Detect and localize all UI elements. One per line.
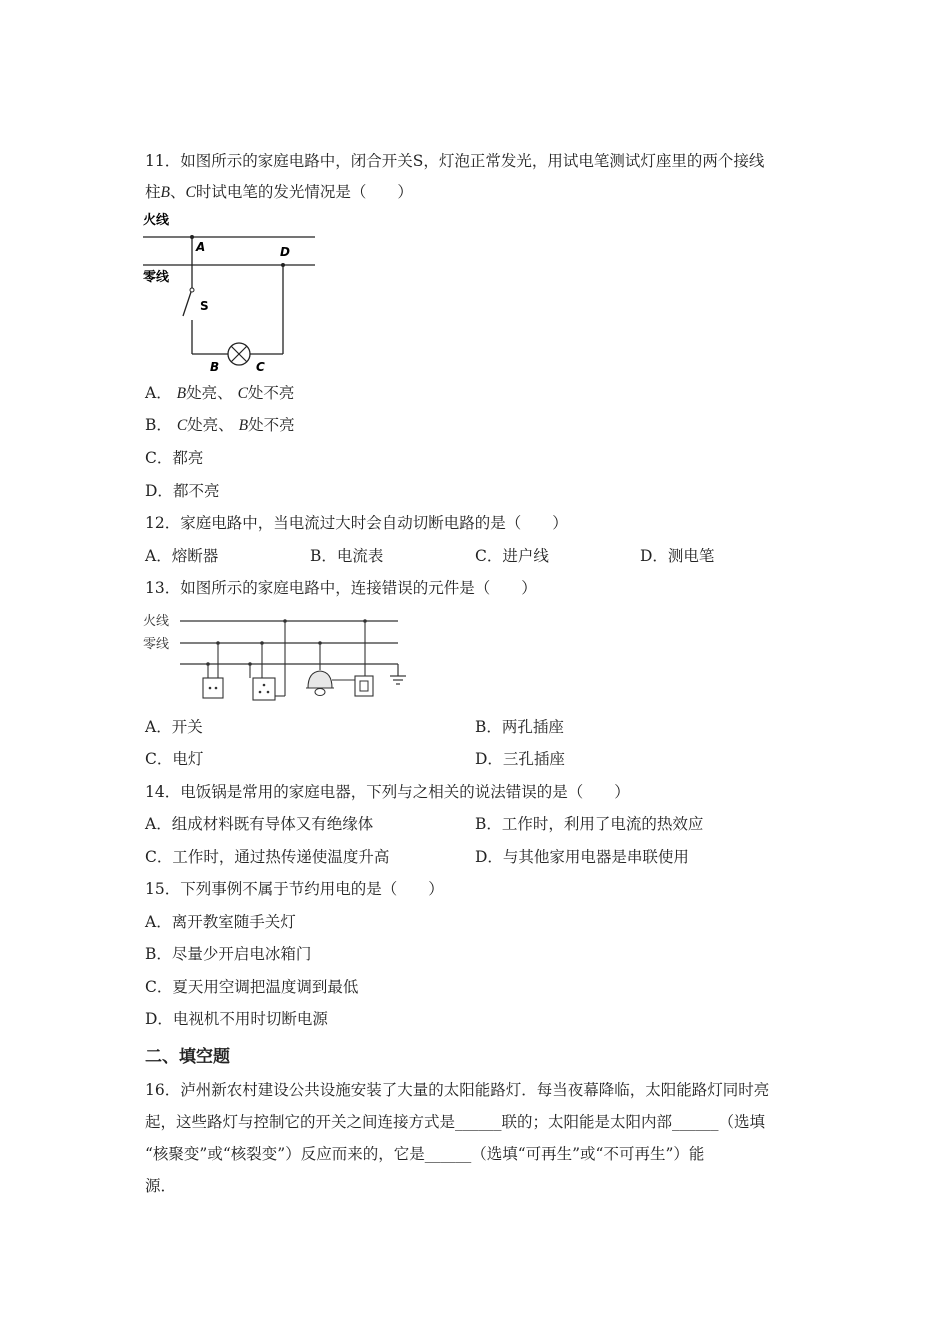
q11-option-b-t1: 处亮、 (187, 416, 234, 434)
q13-socket-hole-1 (209, 687, 212, 690)
q11-stem-line1: 11．如图所示的家庭电路中，闭合开关S，灯泡正常发光，用试电笔测试灯座里的两个接线 (145, 152, 765, 170)
q11-option-b-v2: B (238, 417, 249, 434)
q11-option-b[interactable] (145, 414, 295, 437)
q11-option-c-text: 都亮 (172, 449, 204, 467)
q11-option-b-letter: B． (145, 416, 172, 434)
q11-label-c: C (256, 360, 265, 374)
q13-option-d[interactable]: D．三孔插座 (475, 750, 565, 768)
q11-option-d[interactable] (145, 480, 219, 502)
q11-option-a[interactable] (145, 382, 294, 405)
q12-option-b[interactable]: B．电流表 (310, 547, 384, 565)
q14-option-c[interactable]: C．工作时，通过热传递使温度升高 (145, 848, 390, 866)
q11-option-a-t2: 处不亮 (247, 384, 295, 402)
q12-option-a[interactable]: A．熔断器 (145, 547, 219, 565)
q13-three-hole-socket (253, 678, 275, 700)
q12-option-c[interactable]: C．进户线 (475, 547, 549, 565)
q11-sep: 、 (169, 183, 186, 201)
q13-fire-label: 火线 (143, 614, 170, 629)
q11-zero-label: 零线 (143, 270, 170, 285)
q14-option-b[interactable]: B．工作时，利用了电流的热效应 (475, 815, 704, 833)
q16-line3: “核聚变”或“核裂变”）反应而来的，它是______（选填“可再生”或“不可再生”）能 (145, 1145, 705, 1163)
q11-option-b-t2: 处不亮 (248, 416, 295, 434)
q11-label-d: D (280, 245, 290, 259)
q11-switch-pivot (190, 288, 194, 292)
q11-option-a-t1: 处亮、 (186, 384, 233, 402)
q11-option-c-letter: C． (145, 449, 173, 467)
q11-option-d-letter: D． (145, 482, 173, 500)
q13-zero-label: 零线 (143, 637, 170, 652)
q11-option-a-v1: B (176, 385, 187, 402)
q11-label-a: A (196, 240, 206, 254)
q11-stem-line2 (145, 181, 413, 204)
q15-option-a[interactable]: A．离开教室随手关灯 (145, 913, 296, 931)
q11-var-b: B (160, 184, 170, 201)
q11-option-a-letter: A． (145, 384, 172, 402)
q12-option-d[interactable]: D．测电笔 (640, 547, 715, 565)
q13-lamp-bulb (315, 689, 325, 696)
q14-stem: 14．电饭锅是常用的家庭电器，下列与之相关的说法错误的是（ ） (145, 783, 630, 801)
q11-var-c: C (185, 184, 196, 201)
q13-socket-hole-5 (263, 684, 266, 687)
q11-option-a-v2: C (237, 385, 248, 402)
q16-line4: 源． (145, 1177, 177, 1195)
q13-option-b[interactable]: B．两孔插座 (475, 718, 564, 736)
q13-socket-hole-2 (215, 687, 218, 690)
q14-option-a[interactable]: A．组成材料既有导体又有绝缘体 (145, 815, 374, 833)
q15-option-c[interactable]: C．夏天用空调把温度调到最低 (145, 978, 359, 996)
q11-option-d-text: 都不亮 (172, 482, 220, 500)
q13-option-c[interactable]: C．电灯 (145, 750, 204, 768)
q13-two-hole-socket (203, 678, 223, 698)
q11-option-b-v1: C (176, 417, 188, 434)
q16-line2: 起，这些路灯与控制它的开关之间连接方式是______联的；太阳能是太阳内部______（选填 (145, 1113, 766, 1131)
q13-lamp (308, 671, 332, 688)
q11-stem-end: 时试电笔的发光情况是（ ） (195, 183, 413, 201)
q13-switch-toggle (360, 681, 368, 691)
section-title: 二、填空题 (145, 1047, 230, 1067)
q15-option-b[interactable]: B．尽量少开启电冰箱门 (145, 945, 312, 963)
q15-stem: 15．下列事例不属于节约用电的是（ ） (145, 880, 444, 898)
q15-option-d[interactable]: D．电视机不用时切断电源 (145, 1010, 328, 1028)
q14-option-d[interactable]: D．与其他家用电器是串联使用 (475, 848, 689, 866)
q16-line1: 16．泸州新农村建设公共设施安装了大量的太阳能路灯．每当夜幕降临，太阳能路灯同时亮 (145, 1081, 770, 1099)
q11-circuit-figure (140, 208, 330, 376)
q13-socket-hole-3 (259, 691, 262, 694)
q11-stem-text: 柱 (145, 183, 161, 201)
q13-circuit-figure (140, 608, 415, 708)
q13-socket-hole-4 (267, 691, 270, 694)
q13-stem: 13．如图所示的家庭电路中，连接错误的元件是（ ） (145, 579, 537, 597)
q12-stem: 12．家庭电路中，当电流过大时会自动切断电路的是（ ） (145, 514, 568, 532)
q11-label-s: S (200, 299, 209, 313)
q11-fire-label: 火线 (143, 213, 170, 228)
q11-option-c[interactable] (145, 447, 203, 469)
q11-label-b: B (210, 360, 220, 374)
q13-option-a[interactable]: A．开关 (145, 718, 203, 736)
q11-switch-blade (183, 292, 191, 316)
